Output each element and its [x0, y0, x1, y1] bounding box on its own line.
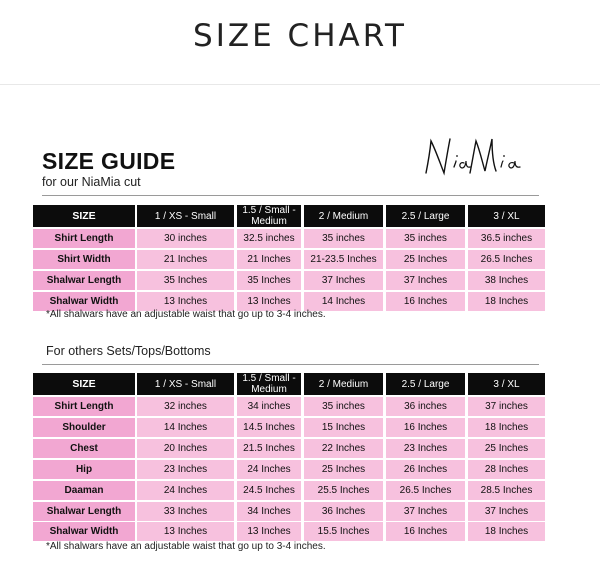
- size-guide-subtitle: for our NiaMia cut: [42, 175, 141, 189]
- size-column-header: 1 / XS - Small: [137, 205, 234, 227]
- measurement-cell: 16 Inches: [386, 418, 465, 437]
- measurement-cell: 18 Inches: [468, 418, 545, 437]
- measurement-cell: 16 Inches: [386, 522, 465, 541]
- size-column-header: 2 / Medium: [304, 205, 383, 227]
- size-column-header: 3 / XL: [468, 373, 545, 395]
- row-label: Shoulder: [33, 418, 135, 437]
- measurement-cell: 37 inches: [468, 397, 545, 416]
- size-column-header: 1.5 / Small - Medium: [237, 373, 301, 395]
- measurement-cell: 25 Inches: [468, 439, 545, 458]
- size-column-header: 2.5 / Large: [386, 373, 465, 395]
- measurement-cell: 32.5 inches: [237, 229, 301, 248]
- row-label: Shirt Length: [33, 229, 135, 248]
- measurement-cell: 16 Inches: [386, 292, 465, 311]
- measurement-cell: 25 Inches: [386, 250, 465, 269]
- measurement-cell: 26 Inches: [386, 460, 465, 479]
- row-label: Daaman: [33, 481, 135, 500]
- row-label: Shalwar Length: [33, 271, 135, 290]
- niamia-logo: [418, 133, 528, 183]
- measurement-cell: 21 Inches: [137, 250, 234, 269]
- measurement-cell: 23 Inches: [137, 460, 234, 479]
- measurement-cell: 34 Inches: [237, 502, 301, 521]
- measurement-cell: 37 Inches: [386, 271, 465, 290]
- measurement-cell: 20 Inches: [137, 439, 234, 458]
- measurement-cell: 13 Inches: [237, 522, 301, 541]
- row-label: Shalwar Width: [33, 522, 135, 541]
- measurement-cell: 21 Inches: [237, 250, 301, 269]
- measurement-cell: 21.5 Inches: [237, 439, 301, 458]
- row-label: Shirt Width: [33, 250, 135, 269]
- row-label: Shalwar Width: [33, 292, 135, 311]
- size-column-header: 2 / Medium: [304, 373, 383, 395]
- shalwar-note: *All shalwars have an adjustable waist that go up to 3-4 inches.: [46, 541, 326, 552]
- measurement-cell: 24 Inches: [237, 460, 301, 479]
- measurement-cell: 36 Inches: [304, 502, 383, 521]
- measurement-cell: 15 Inches: [304, 418, 383, 437]
- row-label: Shirt Length: [33, 397, 135, 416]
- measurement-cell: 35 inches: [386, 229, 465, 248]
- size-guide-title: SIZE GUIDE: [42, 148, 176, 174]
- divider: [42, 195, 539, 196]
- measurement-cell: 18 Inches: [468, 522, 545, 541]
- measurement-cell: 37 Inches: [304, 271, 383, 290]
- measurement-cell: 37 Inches: [468, 502, 545, 521]
- size-column-header: 2.5 / Large: [386, 205, 465, 227]
- measurement-cell: 28 Inches: [468, 460, 545, 479]
- measurement-cell: 13 Inches: [137, 292, 234, 311]
- measurement-cell: 35 Inches: [237, 271, 301, 290]
- measurement-cell: 24 Inches: [137, 481, 234, 500]
- measurement-cell: 23 Inches: [386, 439, 465, 458]
- measurement-cell: 26.5 Inches: [468, 250, 545, 269]
- measurement-cell: 35 Inches: [137, 271, 234, 290]
- measurement-cell: 37 Inches: [386, 502, 465, 521]
- size-column-header: 1.5 / Small - Medium: [237, 205, 301, 227]
- measurement-cell: 26.5 Inches: [386, 481, 465, 500]
- measurement-cell: 14 Inches: [304, 292, 383, 311]
- measurement-cell: 21-23.5 Inches: [304, 250, 383, 269]
- divider: [42, 364, 539, 365]
- size-header: SIZE: [33, 373, 135, 395]
- shalwar-note: *All shalwars have an adjustable waist that go up to 3-4 inches.: [46, 309, 326, 320]
- measurement-cell: 24.5 Inches: [237, 481, 301, 500]
- measurement-cell: 30 inches: [137, 229, 234, 248]
- measurement-cell: 14 Inches: [137, 418, 234, 437]
- measurement-cell: 32 inches: [137, 397, 234, 416]
- measurement-cell: 33 Inches: [137, 502, 234, 521]
- measurement-cell: 18 Inches: [468, 292, 545, 311]
- measurement-cell: 35 inches: [304, 397, 383, 416]
- measurement-cell: 35 inches: [304, 229, 383, 248]
- measurement-cell: 13 Inches: [237, 292, 301, 311]
- measurement-cell: 38 Inches: [468, 271, 545, 290]
- measurement-cell: 25 Inches: [304, 460, 383, 479]
- size-header: SIZE: [33, 205, 135, 227]
- section-title: For others Sets/Tops/Bottoms: [46, 344, 211, 358]
- row-label: Chest: [33, 439, 135, 458]
- row-label: Shalwar Length: [33, 502, 135, 521]
- page-title: SIZE CHART: [193, 18, 407, 54]
- row-label: Hip: [33, 460, 135, 479]
- page-header: [0, 0, 600, 85]
- measurement-cell: 13 Inches: [137, 522, 234, 541]
- measurement-cell: 22 Inches: [304, 439, 383, 458]
- size-column-header: 3 / XL: [468, 205, 545, 227]
- measurement-cell: 28.5 Inches: [468, 481, 545, 500]
- measurement-cell: 36.5 inches: [468, 229, 545, 248]
- measurement-cell: 15.5 Inches: [304, 522, 383, 541]
- measurement-cell: 36 inches: [386, 397, 465, 416]
- measurement-cell: 14.5 Inches: [237, 418, 301, 437]
- measurement-cell: 25.5 Inches: [304, 481, 383, 500]
- measurement-cell: 34 inches: [237, 397, 301, 416]
- size-column-header: 1 / XS - Small: [137, 373, 234, 395]
